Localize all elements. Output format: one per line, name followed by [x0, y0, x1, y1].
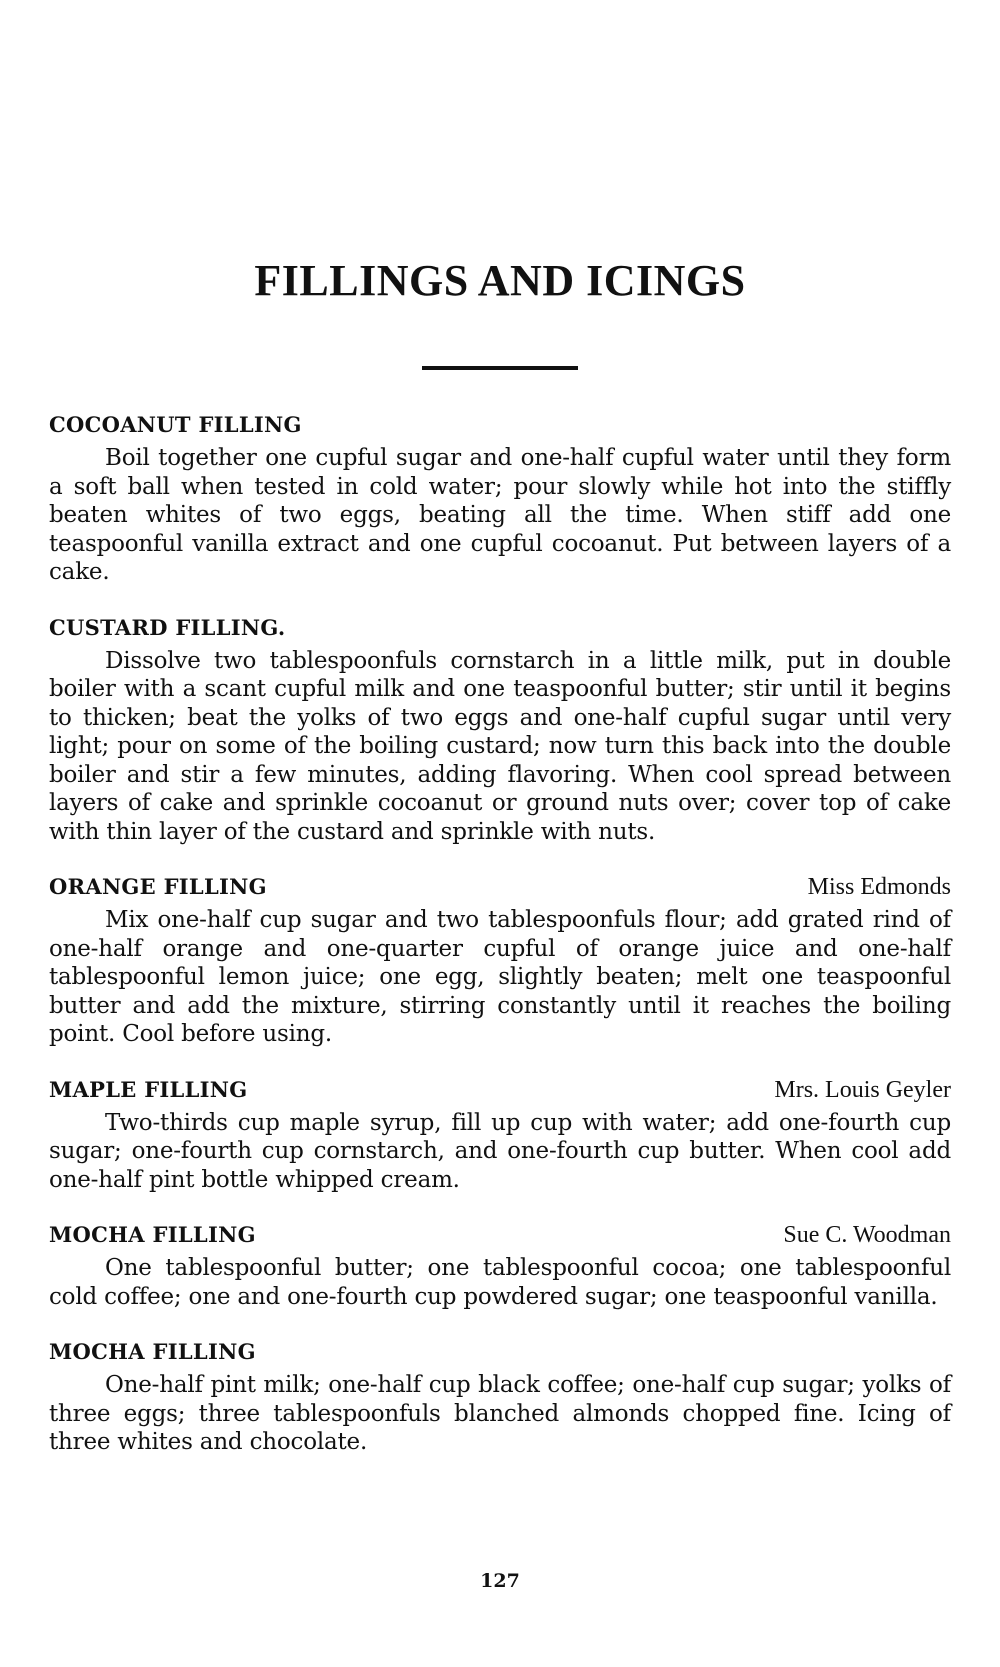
recipe-text: One-half pint milk; one-half cup black coffee; one-half cup sugar; yolks of three eggs; three tablespoonfuls blanched almonds chopped fine. Icing of three whites and chocolate. — [49, 1372, 951, 1455]
recipe-cocoanut-filling — [49, 412, 951, 587]
recipe-title: MOCHA FILLING — [49, 1222, 256, 1247]
recipe-title: COCOANUT FILLING — [49, 412, 302, 437]
recipe-header — [49, 615, 951, 647]
recipe-title: ORANGE FILLING — [49, 874, 267, 899]
page-number: 127 — [480, 1570, 520, 1592]
recipe-header — [49, 1077, 951, 1109]
recipe-text: Boil together one cupful sugar and one-half cupful water until they form a soft ball when tested in cold water; pour slowly while hot into the stiffly beaten whites of two eggs, beating all the time. When stiff add one teaspoonful vanilla extract and one cupful cocoanut. Put between layers of a cake. — [49, 445, 951, 585]
recipe-mocha-filling — [49, 1222, 951, 1311]
recipe-header — [49, 1222, 951, 1254]
recipe-header — [49, 412, 951, 444]
recipe-title: MAPLE FILLING — [49, 1076, 248, 1102]
recipe-author: Mrs. Louis Geyler — [774, 1076, 951, 1103]
recipe-title: CUSTARD FILLING. — [49, 614, 286, 640]
recipe-text: Dissolve two tablespoonfuls cornstarch in a little milk, put in double boiler with a scant cupful milk and one teaspoonful butter; stir until it begins to thicken; beat the yolks of two eggs and one-half cupful sugar until very light; pour on some of the boiling custard; now turn this back into the double boiler and stir a few minutes, adding flavoring. When cool spread between layers of cake and sprinkle cocoanut or ground nuts over; cover top of cake with thin layer of the custard and sprinkle with nuts. — [49, 647, 951, 845]
recipe-text: One tablespoonful butter; one tablespoonful cocoa; one tablespoonful cold coffee; one and one-fourth cup powdered sugar; one teaspoonful vanilla. — [49, 1255, 951, 1310]
recipe-author: Sue C. Woodman — [783, 1222, 951, 1248]
recipe-title: MOCHA FILLING — [49, 1339, 256, 1364]
recipe-list — [49, 412, 951, 1485]
recipe-header — [49, 874, 951, 906]
recipe-custard-filling — [49, 615, 951, 847]
title-divider — [422, 366, 578, 370]
page-title: FILLINGS AND ICINGS — [254, 256, 746, 305]
recipe-maple-filling — [49, 1077, 951, 1195]
recipe-mocha-filling-2 — [49, 1339, 951, 1457]
recipe-author: Miss Edmonds — [807, 874, 951, 900]
recipe-text: Mix one-half cup sugar and two tablespoonfuls flour; add grated rind of one-half orange and one-quarter cupful of orange juice and one-half tablespoonful lemon juice; one egg, slightly beaten; melt one teaspoonful butter and add the mixture, stirring constantly until it reaches the boiling point. Cool before using. — [49, 907, 951, 1047]
recipe-text: Two-thirds cup maple syrup, fill up cup with water; add one-fourth cup sugar; one-fourth cup cornstarch, and one-fourth cup butter. When cool add one-half pint bottle whipped cream. — [49, 1109, 951, 1193]
recipe-header — [49, 1339, 951, 1371]
recipe-orange-filling — [49, 874, 951, 1049]
